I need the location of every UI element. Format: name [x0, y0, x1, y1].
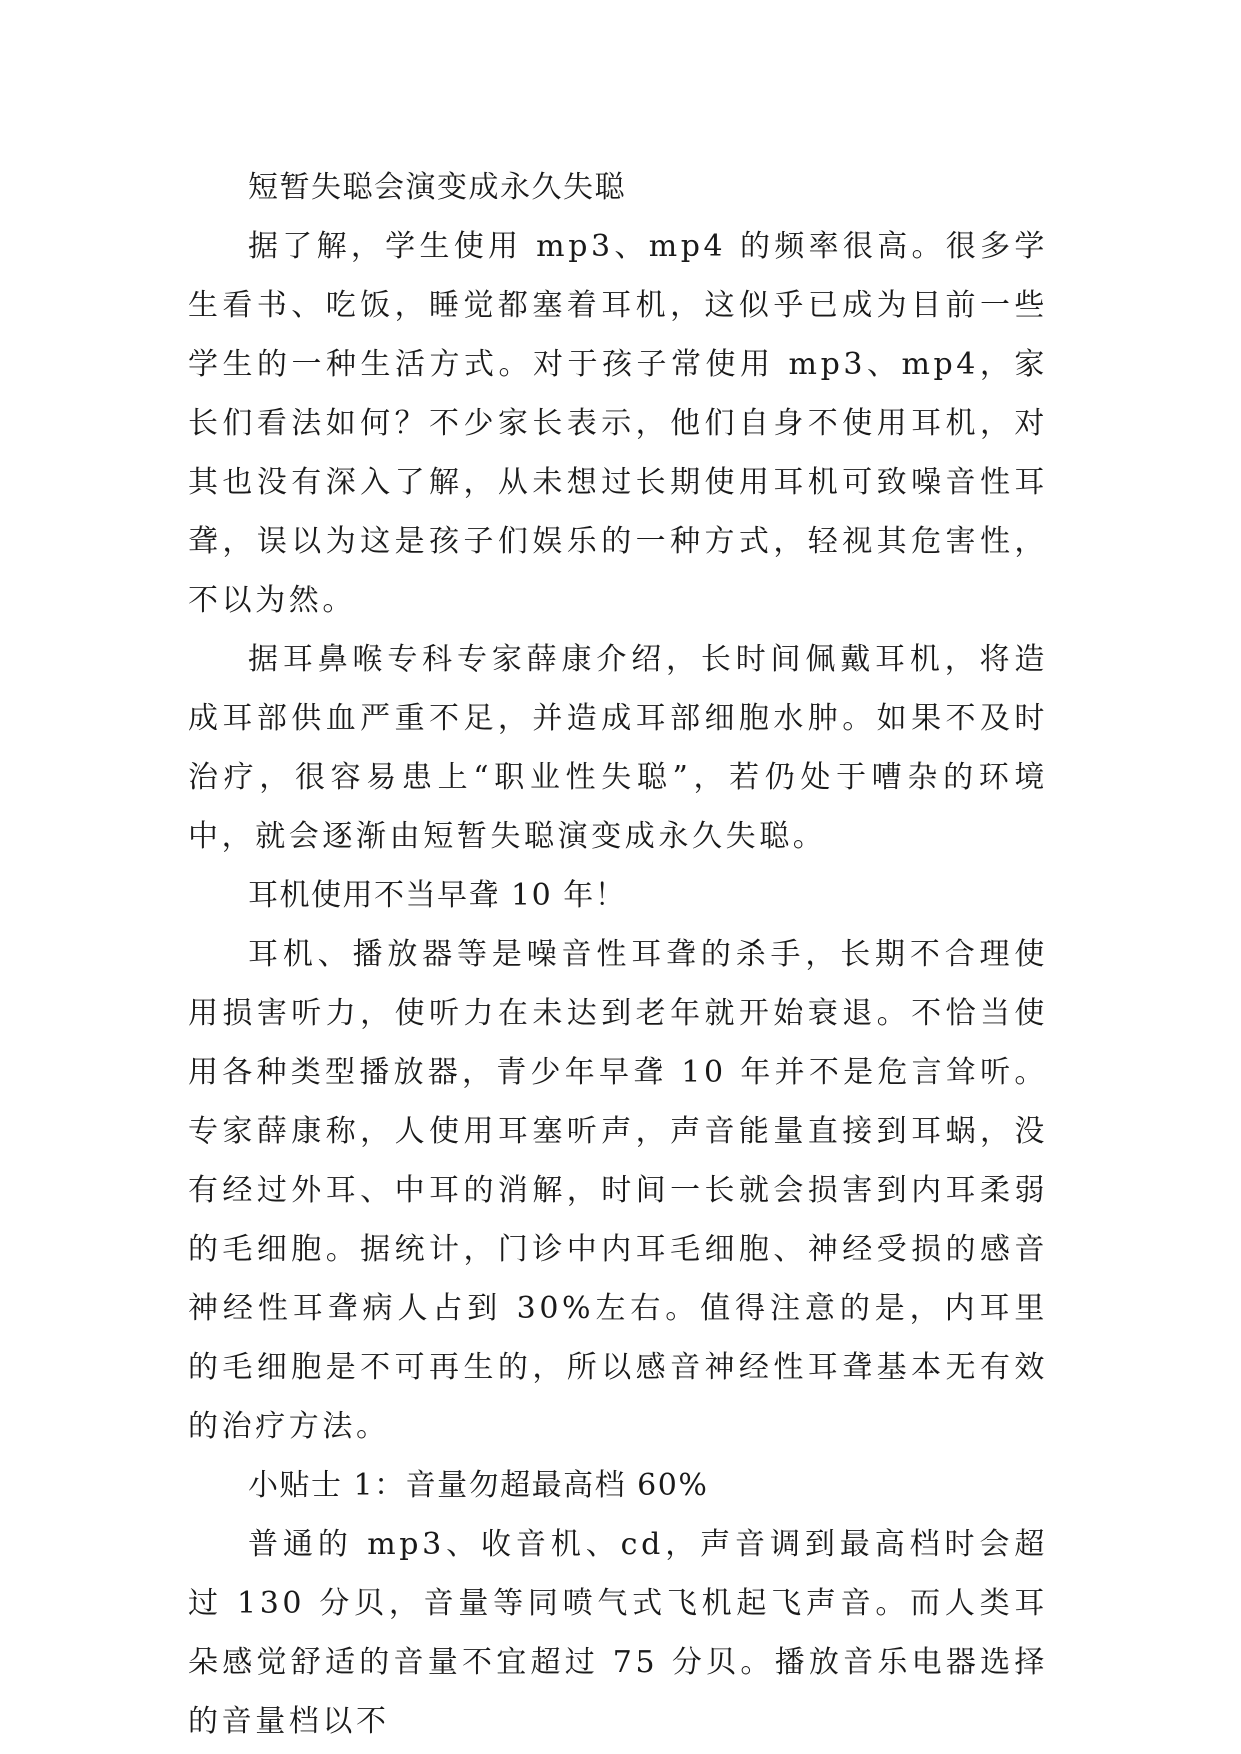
section-heading: 短暂失聪会演变成永久失聪	[248, 170, 626, 205]
section-heading: 耳机使用不当早聋 10 年！	[248, 878, 627, 913]
document-body	[188, 158, 1048, 1751]
body-paragraph: 耳机、播放器等是噪音性耳聋的杀手，长期不合理使用损害听力，使听力在未达到老年就开始衰退。不恰当使用各种类型播放器，青少年早聋 10 年并不是危言耸听。专家薛康称，人使用耳塞听声，声音能量直接到耳蜗，没有经过外耳、中耳的消解，时间一长就会损害到内耳柔弱的毛细胞。据统计，门诊中内耳毛细胞、神经受损的感音神经性耳聋病人占到 30%左右。值得注意的是，内耳里的毛细胞是不可再生的，所以感音神经性耳聋基本无有效的治疗方法。	[188, 937, 1048, 1444]
body-paragraph: 普通的 mp3、收音机、cd，声音调到最高档时会超过 130 分贝，音量等同喷气式飞机起飞声音。而人类耳朵感觉舒适的音量不宜超过 75 分贝。播放音乐电器选择的音量档以不	[188, 1527, 1048, 1739]
body-paragraph: 据了解，学生使用 mp3、mp4 的频率很高。很多学生看书、吃饭，睡觉都塞着耳机，这似乎已成为目前一些学生的一种生活方式。对于孩子常使用 mp3、mp4，家长们看法如何？不少家长表示，他们自身不使用耳机，对其也没有深入了解，从未想过长期使用耳机可致噪音性耳聋，误以为这是孩子们娱乐的一种方式，轻视其危害性，不以为然。	[188, 229, 1048, 618]
tip-heading: 小贴士 1：音量勿超最高档 60%	[248, 1468, 709, 1503]
body-paragraph: 据耳鼻喉专科专家薛康介绍，长时间佩戴耳机，将造成耳部供血严重不足，并造成耳部细胞水肿。如果不及时治疗，很容易患上“职业性失聪”，若仍处于嘈杂的环境中，就会逐渐由短暂失聪演变成永久失聪。	[188, 642, 1048, 854]
